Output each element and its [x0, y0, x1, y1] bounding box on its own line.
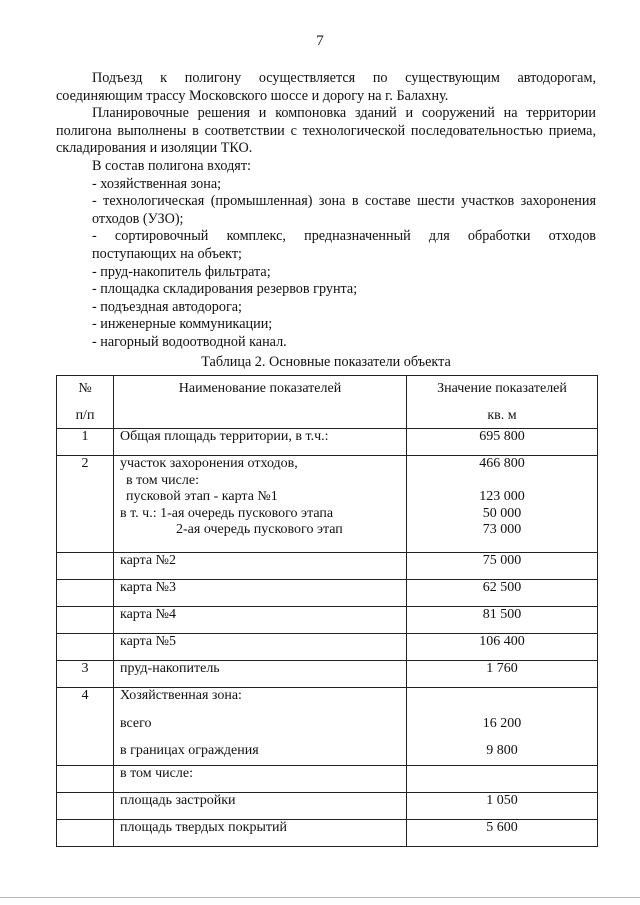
- header-number-label-2: п/п: [75, 407, 95, 423]
- list-item: - технологическая (промышленная) зона в составе шести участков захоронения отходов (УЗО);: [92, 193, 596, 227]
- row-number: 3: [57, 661, 114, 688]
- row-number: 2: [57, 456, 114, 553]
- paragraph-planning: Планировочные решения и компоновка зданий и сооружений на территории полигона выполнены в соответствии с технологической последовательностью приема, складирования и изоляции ТКО.: [56, 105, 596, 157]
- row-name-line: 2-ая очередь пускового этап: [176, 522, 343, 537]
- row-name: [114, 456, 407, 553]
- header-unit-label: кв. м: [487, 407, 517, 423]
- table-row: [57, 793, 598, 820]
- row-name-line: в границах ограждения: [120, 743, 259, 758]
- table-header-row: [57, 376, 598, 429]
- table-row: [57, 553, 598, 580]
- list-item: - сортировочный комплекс, предназначенный для обработки отходов поступающих на объект;: [92, 228, 596, 262]
- row-name-line: Хозяйственная зона:: [120, 688, 242, 703]
- row-name: Общая площадь территории, в т.ч.:: [114, 429, 407, 456]
- row-value-line: 466 800: [479, 456, 525, 471]
- composition-list: [56, 176, 596, 352]
- table-row: [57, 429, 598, 456]
- table-row: [57, 688, 598, 766]
- paragraph-access-road: Подъезд к полигону осуществляется по существующим автодорогам, соединяющим трассу Московского шоссе и дорогу на г. Балахну.: [56, 70, 596, 104]
- header-value-cell: [407, 376, 598, 429]
- document-body: [56, 70, 596, 374]
- row-name: пруд-накопитель: [114, 661, 407, 688]
- list-item: - подъездная автодорога;: [92, 298, 242, 315]
- list-item: - пруд-накопитель фильтрата;: [92, 263, 271, 280]
- row-value-line: 50 000: [482, 505, 522, 521]
- row-name: [114, 688, 407, 766]
- row-name: карта №2: [114, 553, 407, 580]
- table-row: [57, 456, 598, 553]
- header-number-cell: [57, 376, 114, 429]
- table-row: [57, 661, 598, 688]
- row-name: карта №4: [114, 607, 407, 634]
- table-row: [57, 634, 598, 661]
- row-value: 75 000: [407, 553, 598, 580]
- row-value: 106 400: [407, 634, 598, 661]
- row-name-line: в т. ч.: 1-ая очередь пускового этапа: [120, 505, 334, 521]
- row-number: 4: [57, 688, 114, 766]
- row-value: 5 600: [407, 820, 598, 847]
- row-name: в том числе:: [114, 766, 407, 793]
- scan-edge-divider: [0, 897, 640, 898]
- row-value-line: 73 000: [482, 522, 522, 537]
- row-value: 1 760: [407, 661, 598, 688]
- list-item: - инженерные коммуникации;: [92, 316, 273, 333]
- row-number: 1: [57, 429, 114, 456]
- row-value: 1 050: [407, 793, 598, 820]
- table-row: [57, 820, 598, 847]
- header-name-label: Наименование показателей: [178, 381, 342, 396]
- row-name: карта №3: [114, 580, 407, 607]
- list-item: - площадка складирования резервов грунта;: [92, 281, 358, 298]
- row-value-line: 123 000: [479, 489, 525, 504]
- header-name-cell: [114, 376, 407, 429]
- row-name-line: в том числе:: [126, 472, 199, 488]
- row-value: 62 500: [407, 580, 598, 607]
- indicators-table: [56, 375, 598, 847]
- row-name: площадь твердых покрытий: [114, 820, 407, 847]
- header-number-label: №: [78, 381, 92, 396]
- row-value: [407, 456, 598, 553]
- row-name-line: участок захоронения отходов,: [120, 456, 298, 471]
- table-row: [57, 766, 598, 793]
- row-value-line: 16 200: [482, 715, 522, 731]
- row-name-line: пусковой этап - карта №1: [126, 489, 278, 504]
- row-name: карта №5: [114, 634, 407, 661]
- row-value: [407, 688, 598, 766]
- list-item: - нагорный водоотводной канал.: [92, 333, 287, 350]
- paragraph-composition: В состав полигона входят:: [92, 157, 251, 174]
- page-number: 7: [316, 33, 324, 49]
- row-name: площадь застройки: [114, 793, 407, 820]
- list-item: - хозяйственная зона;: [92, 175, 222, 192]
- row-value-line: 9 800: [486, 743, 518, 758]
- row-name-line: всего: [120, 715, 152, 731]
- row-value: 695 800: [407, 429, 598, 456]
- row-value: 81 500: [407, 607, 598, 634]
- table-row: [57, 580, 598, 607]
- table-row: [57, 607, 598, 634]
- header-value-label: Значение показателей: [437, 381, 567, 396]
- table-caption: Таблица 2. Основные показатели объекта: [201, 353, 451, 370]
